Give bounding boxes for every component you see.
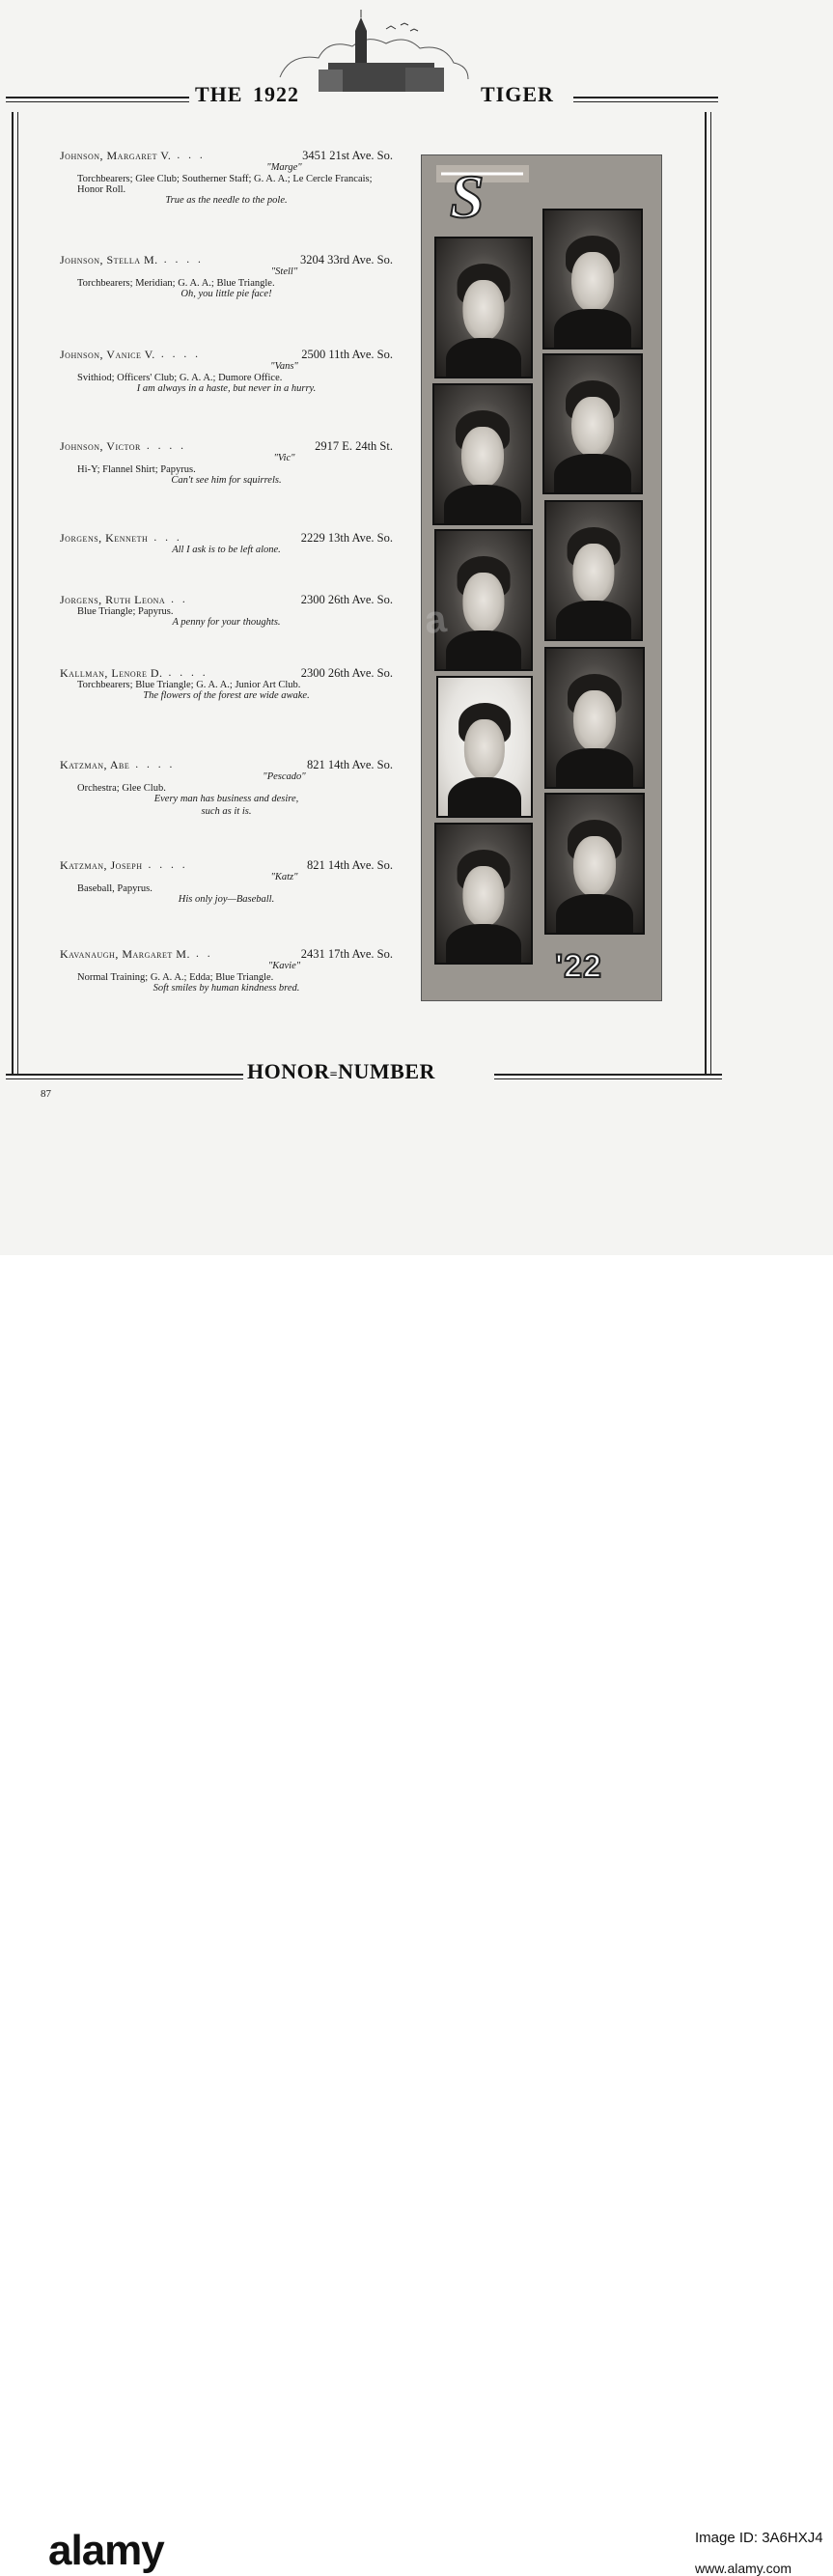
- student-entry: [60, 859, 393, 907]
- footer-rule-right: [494, 1074, 722, 1079]
- header-title-year: 1922: [253, 82, 299, 106]
- student-entry: [60, 532, 393, 556]
- student-nickname: "Katz": [270, 871, 298, 882]
- student-address: 2500 11th Ave. So.: [301, 348, 393, 361]
- student-name: Katzman, Abe: [60, 758, 130, 771]
- student-activities: Normal Training; G. A. A.; Edda; Blue Triangle.: [77, 972, 274, 983]
- footer-title-right: NUMBER: [338, 1059, 435, 1083]
- student-photo: [544, 500, 643, 641]
- header-title-right: TIGER: [481, 82, 554, 106]
- student-quote: I am always in a haste, but never in a hurry.: [136, 383, 317, 394]
- footer-rule-left: [6, 1074, 243, 1079]
- student-photo: [544, 793, 645, 935]
- student-entry: [60, 440, 393, 488]
- student-entry: [60, 594, 393, 629]
- s-letter-logo: [436, 159, 529, 227]
- s-letter: S: [450, 162, 485, 227]
- student-quote: True as the needle to the pole.: [165, 195, 288, 206]
- student-photo: [434, 237, 533, 378]
- stock-banner: [0, 1255, 833, 2576]
- leader-dots: . . .: [177, 150, 206, 161]
- student-quote: His only joy—Baseball.: [178, 894, 275, 905]
- leader-dots: . . . .: [148, 859, 188, 871]
- student-activities: Svithiod; Officers' Club; G. A. A.; Dumore Office.: [77, 373, 283, 383]
- header-rule-left: [6, 97, 189, 102]
- student-quote: All I ask is to be left alone.: [172, 544, 281, 555]
- student-address: 2300 26th Ave. So.: [300, 666, 393, 680]
- student-nickname: "Stell": [270, 266, 298, 277]
- student-nickname: "Vans": [270, 360, 298, 372]
- student-photo: [542, 353, 643, 494]
- leader-dots: . . . .: [168, 667, 208, 679]
- student-entry: [60, 667, 393, 702]
- student-entry: [60, 349, 393, 396]
- frame-left-border: [12, 112, 18, 1076]
- leader-dots: . . .: [153, 532, 182, 544]
- student-nickname: "Pescado": [263, 770, 306, 782]
- student-name: Johnson, Victor: [60, 439, 141, 453]
- student-address: 3451 21st Ave. So.: [302, 149, 393, 162]
- student-photo: [432, 383, 533, 525]
- leader-dots: . . . .: [146, 440, 186, 452]
- leader-dots: . . . .: [163, 254, 204, 266]
- student-activities: Hi-Y; Flannel Shirt; Papyrus.: [77, 464, 196, 475]
- student-quote: Oh, you little pie face!: [180, 289, 272, 299]
- student-photo: [434, 823, 533, 965]
- student-activities: Torchbearers; Glee Club; Southerner Staff; G. A. A.; Le Cercle Francais; Honor Roll.: [77, 174, 373, 195]
- watermark: a: [422, 597, 449, 643]
- student-name: Jorgens, Ruth Leona: [60, 593, 166, 606]
- stock-image-id: Image ID: 3A6HXJ4: [695, 2530, 823, 2546]
- stock-url: www.alamy.com: [695, 2561, 792, 2576]
- leader-dots: . . . .: [160, 349, 201, 360]
- student-address: 2229 13th Ave. So.: [300, 531, 393, 545]
- student-entry: [60, 254, 393, 301]
- student-nickname: "Marge": [266, 161, 302, 173]
- leader-dots: . .: [195, 948, 213, 960]
- header-rule-right: [573, 97, 718, 102]
- student-activities: Orchestra; Glee Club.: [77, 783, 166, 794]
- student-address: 2431 17th Ave. So.: [300, 947, 393, 961]
- student-address: 3204 33rd Ave. So.: [300, 253, 393, 266]
- student-address: 2300 26th Ave. So.: [300, 593, 393, 606]
- student-activities: Torchbearers; Meridian; G. A. A.; Blue Triangle.: [77, 278, 275, 289]
- student-address: 821 14th Ave. So.: [306, 858, 393, 872]
- student-photo: [542, 209, 643, 350]
- student-quote: Can't see him for squirrels.: [171, 475, 282, 486]
- student-name: Johnson, Stella M.: [60, 253, 158, 266]
- class-year-mark: '22: [555, 948, 602, 985]
- stock-brand-logo: alamy: [48, 2527, 164, 2574]
- footer-title: HONOR=NUMBER: [247, 1059, 435, 1083]
- student-name: Johnson, Margaret V.: [60, 149, 172, 162]
- student-photo: [434, 529, 533, 671]
- student-nickname: "Vic": [273, 452, 295, 463]
- student-nickname: "Kavie": [267, 960, 301, 971]
- leader-dots: . .: [171, 594, 188, 605]
- student-name: Kallman, Lenore D.: [60, 666, 163, 680]
- student-entry: [60, 948, 393, 995]
- student-name: Johnson, Vanice V.: [60, 348, 155, 361]
- student-name: Kavanaugh, Margaret M.: [60, 947, 190, 961]
- student-quote: The flowers of the forest are wide awake.: [143, 689, 310, 701]
- header-title-left: THE: [195, 82, 243, 106]
- student-activities: Baseball, Papyrus.: [77, 883, 153, 894]
- page-number: 87: [41, 1088, 51, 1100]
- student-quote: Soft smiles by human kindness bred.: [153, 983, 300, 994]
- student-name: Katzman, Joseph: [60, 858, 143, 872]
- student-photo: [436, 676, 533, 818]
- student-entry: [60, 759, 393, 818]
- leader-dots: . . . .: [135, 759, 176, 770]
- student-address: 821 14th Ave. So.: [306, 758, 393, 771]
- frame-right-border: [705, 112, 711, 1076]
- yearbook-page: [0, 0, 833, 1255]
- student-address: 2917 E. 24th St.: [315, 439, 393, 453]
- student-entry: [60, 150, 393, 208]
- student-activities: Torchbearers; Blue Triangle; G. A. A.; Junior Art Club.: [77, 679, 301, 690]
- student-photo: [544, 647, 645, 789]
- student-quote: Every man has business and desire, such as it is.: [153, 794, 299, 817]
- student-activities: Blue Triangle; Papyrus.: [77, 605, 174, 617]
- student-name: Jorgens, Kenneth: [60, 531, 149, 545]
- student-quote: A penny for your thoughts.: [172, 616, 281, 628]
- footer-title-left: HONOR: [247, 1059, 330, 1083]
